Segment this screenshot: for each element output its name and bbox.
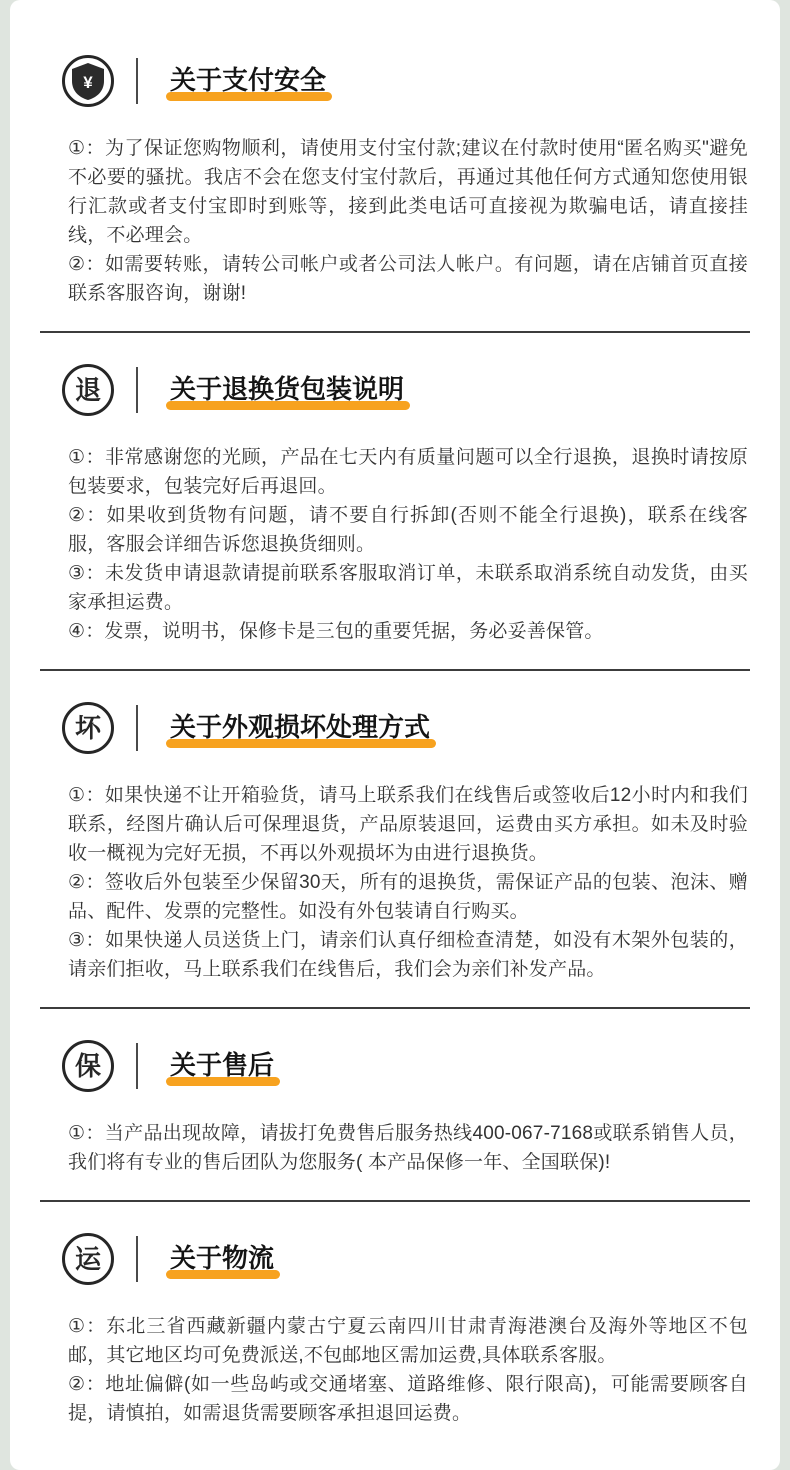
damage-circle-icon: 坏 [62,702,114,754]
warranty-circle-icon: 保 [62,1040,114,1092]
section-title: 关于支付安全 [168,65,328,96]
notice-card [10,0,780,1470]
header-divider [136,705,138,751]
paragraph: ①：非常感谢您的光顾，产品在七天内有质量问题可以全行退换，退换时请按原包装要求，包装完好后再退回。 [68,447,748,497]
paragraph: ②：签收后外包装至少保留30天，所有的退换货，需保证产品的包装、泡沫、赠品、配件、发票的完整性。如没有外包装请自行购买。 [68,872,748,922]
header-divider [136,1043,138,1089]
header-divider [136,1236,138,1282]
header-divider [136,367,138,413]
section-logistics [40,1202,750,1428]
paragraph: ②：地址偏僻(如一些岛屿或交通堵塞、道路维修、限行限高)，可能需要顾客自提，请慎拍，如需退货需要顾客承担退回运费。 [68,1374,748,1424]
section-title: 关于退换货包装说明 [168,374,406,405]
section-title: 关于外观损坏处理方式 [168,712,432,743]
shipping-circle-icon: 运 [62,1233,114,1285]
section-body [40,781,750,984]
section-body [40,1119,750,1177]
shield-yen-glyph [69,61,107,101]
svg-text:¥: ¥ [83,73,93,92]
header-divider [136,58,138,104]
return-circle-icon: 退 [62,364,114,416]
section-header [40,363,750,417]
section-damage-handling [40,671,750,984]
section-title: 关于售后 [168,1050,276,1081]
paragraph: ①：当产品出现故障，请拔打免费售后服务热线400-067-7168或联系销售人员，我们将有专业的售后团队为您服务( 本产品保修一年、全国联保)! [68,1123,748,1173]
section-header [40,1039,750,1093]
section-body [40,443,750,646]
section-after-sales [40,1009,750,1177]
paragraph: ③：如果快递人员送货上门，请亲们认真仔细检查清楚，如没有木架外包装的，请亲们拒收，马上联系我们在线售后，我们会为亲们补发产品。 [68,930,748,980]
paragraph: ④：发票，说明书，保修卡是三包的重要凭据，务必妥善保管。 [68,621,604,642]
paragraph: ②：如需要转账，请转公司帐户或者公司法人帐户。有问题，请在店铺首页直接联系客服咨询，谢谢! [68,254,748,304]
section-header [40,54,750,108]
paragraph: ①：如果快递不让开箱验货，请马上联系我们在线售后或签收后12小时内和我们联系，经图片确认后可保理退货，产品原装退回，运费由买方承担。如未及时验收一概视为完好无损，不再以外观损坏为由进行退换货。 [68,785,748,864]
shield-yen-icon [62,55,114,107]
section-body [40,1312,750,1428]
section-body [40,134,750,308]
paragraph: ③：未发货申请退款请提前联系客服取消订单，未联系取消系统自动发货，由买家承担运费。 [68,563,748,613]
section-title: 关于物流 [168,1243,276,1274]
section-header [40,701,750,755]
section-payment-security [40,0,750,308]
paragraph: ①：东北三省西藏新疆内蒙古宁夏云南四川甘肃青海港澳台及海外等地区不包邮，其它地区均可免费派送,不包邮地区需加运费,具体联系客服。 [68,1316,748,1366]
paragraph: ①：为了保证您购物顺利，请使用支付宝付款;建议在付款时使用“匿名购买"避免不必要的骚扰。我店不会在您支付宝付款后，再通过其他任何方式通知您使用银行汇款或者支付宝即时到账等，接到此类电话可直接视为欺骗电话，请直接挂线，不必理会。 [68,138,748,246]
section-return-packaging [40,333,750,646]
section-header [40,1232,750,1286]
paragraph: ②：如果收到货物有问题，请不要自行拆卸(否则不能全行退换)，联系在线客服，客服会详细告诉您退换货细则。 [68,505,748,555]
